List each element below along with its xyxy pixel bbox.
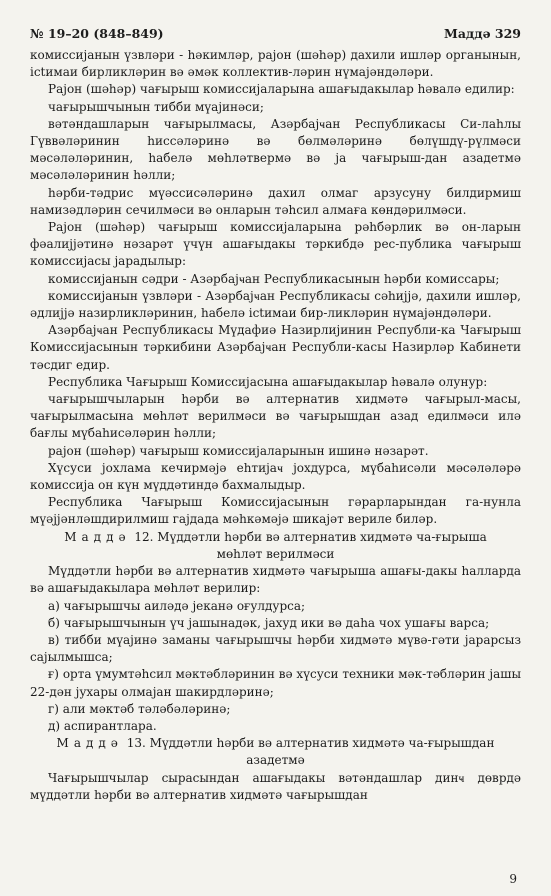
issue-number: № 19–20 (848–849) — [30, 26, 164, 41]
article-reference: Маддә 329 — [444, 26, 521, 41]
list-item: б) чағырышчынын үч јашынадәк, јахуд ики вә даһа чох ушағы варса; — [48, 615, 490, 630]
paragraph: Рајон (шәһәр) чағырыш комиссијаларына ашағыдакылар һәвалә едилир: — [48, 82, 515, 97]
paragraph: Рајон (шәһәр) чағырыш комиссијаларына рәһбәрлик вә он-ларын фәалијјәтинә нәзарәт үчүн ашағыдакы тәркибдә рес-публика чағырыш комиссијасы јарадылыр: — [30, 220, 521, 269]
article-title: 12. Мүддәтли һәрби вә алтернатив хидмәтә ча-ғырыша мөһләт верилмәси — [134, 529, 487, 561]
list-item: г) али мәктәб тәләбәләринә; — [48, 701, 231, 716]
paragraph: чағырышчынын тибби мүајинәси; — [48, 99, 264, 114]
paragraph: Азәрбајҹан Республикасы Мүдафиә Назирлијинин Республи-ка Чағырыш Комиссијасынын тәркибини Азәрбајҹан Республи-касы Назирләр Кабинети тәсдиг едир. — [30, 323, 521, 372]
article-keyword: Маддә — [64, 529, 131, 544]
paragraph: Чағырышчылар сырасындан ашағыдакы вәтәндашлар динҹ дөврдә мүддәтли һәрби вә алтернатив хидмәтә чағырышдан — [30, 770, 521, 802]
list-item: а) чағырышчы аиләдә јеканә оғулдурса; — [48, 598, 306, 613]
paragraph: Мүддәтли һәрби вә алтернатив хидмәтә чағырыша ашағы-дакы һалларда вә ашағыдакылара мөһләт верилир: — [30, 564, 521, 596]
article-title: 13. Мүддәтли һәрби вә алтернатив хидмәтә ча-ғырышдан азадетмә — [126, 736, 495, 768]
paragraph: комиссијанын үзвләри - Азәрбајҹан Республикасы сәһијјә, дахили ишләр, әдлијјә назирликләринин, һабелә ictимаи бир-ликләрин нүмајәндәләри. — [30, 288, 521, 321]
paragraph: һәрби-тәдрис мүәссисәләринә дахил олмаг арзусуну билдирмиш намизәдләрин сечилмәси вә онларын тәһсил алмаға көндәрилмәси. — [30, 185, 521, 217]
paragraph: комиссијанын сәдри - Азәрбајҹан Республикасынын һәрби комиссары; — [48, 271, 500, 286]
paragraph: Хүсуси јохлама кечирмәјә еhтијаҹ јохдурса, мүбаһисәли мәсәләләрә комиссија он күн мүддәтиндә бахмалыдыр. — [30, 460, 521, 493]
page-header — [30, 26, 521, 41]
paragraph: комиссијанын үзвләри - һәкимләр, рајон (шәһәр) дахили ишләр органынын, ictимаи бирликләрин вә әмәк коллектив-ләрин нүмајәндәләри. — [30, 48, 521, 80]
document-body — [30, 47, 521, 804]
paragraph: чағырышчыларын һәрби вә алтернатив хидмәтә чағырыл-масы, чағырылмасына мөһләт верилмәси вә чағырышдан азад едилмәси илә бағлы мүбаһисәләрин һәлли; — [30, 392, 521, 441]
article-keyword: Маддә — [56, 736, 123, 751]
article-13-heading — [30, 735, 521, 769]
paragraph: вәтәндашларын чағырылмасы, Азәрбајҹан Республикасы Си-лаһлы Гүввәләринин һиссәләринә вә бөлмәләринә бөлүшдү-рүлмәси мәсәләләринин, һабелә мөһләтвермә вә ја чағырыш-дан азадетмә мәсәләләринин һәлли; — [30, 116, 521, 183]
paragraph: Республика Чағырыш Комиссијасына ашағыдакылар һәвалә олунур: — [48, 374, 488, 389]
paragraph: рајон (шәһәр) чағырыш комиссијаларынын ишинә нәзарәт. — [48, 443, 429, 458]
list-item: д) аспирантлара. — [48, 718, 157, 733]
list-item: в) тибби мүајинә заманы чағырышчы һәрби хидмәтә мүвә-гәти јарарсыз сајылмышса; — [30, 632, 521, 665]
list-item: ғ) орта үмумтәһсил мәктәбләринин вә хүсуси техники мәк-тәбләрин јашы 22-дән јухары олмајан шакирдләринә; — [30, 667, 521, 699]
paragraph: Республика Чағырыш Комиссијасынын гәрарларындан га-нунла мүәјјәнләшдирилмиш гајдада мәһкәмәјә шикајәт вериле биләр. — [30, 495, 521, 527]
article-12-heading — [30, 529, 521, 563]
page-number: 9 — [509, 872, 517, 886]
